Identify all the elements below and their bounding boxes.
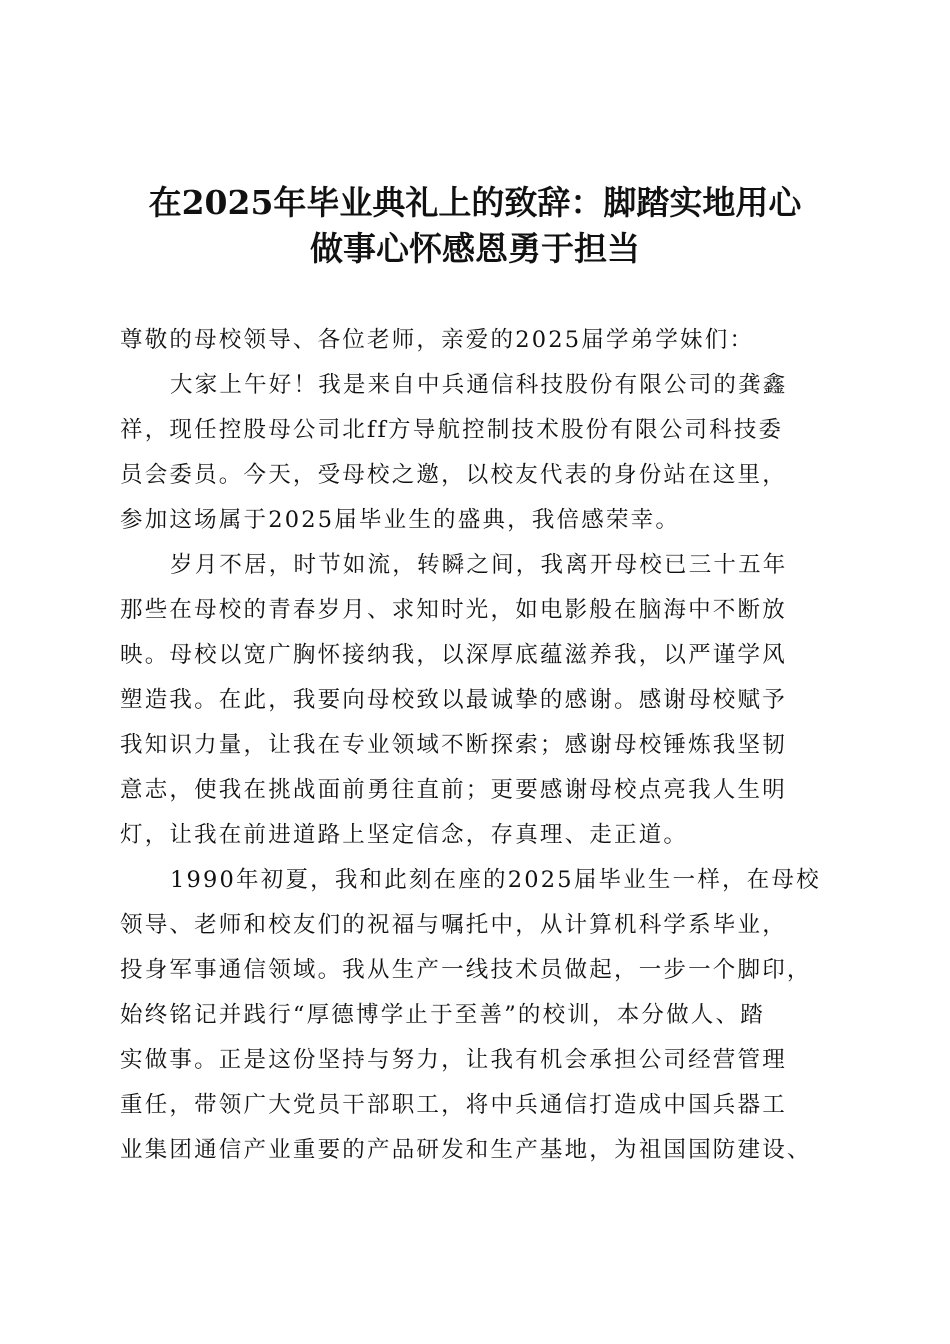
paragraph-line: 那些在母校的青春岁月、求知时光，如电影般在脑海中不断放 — [120, 597, 787, 623]
title-line-2: 做事心怀感恩勇于担当 — [310, 229, 640, 268]
paragraph-line: 实做事。正是这份坚持与努力，让我有机会承担公司经营管理 — [120, 1047, 787, 1073]
paragraph-line: 意志，使我在挑战面前勇往直前；更要感谢母校点亮我人生明 — [120, 777, 787, 803]
paragraph-line: 大家上午好！我是来自中兵通信科技股份有限公司的龚鑫 — [170, 372, 788, 398]
paragraph-line: 参加这场属于2025届毕业生的盛典，我倍感荣幸。 — [120, 507, 681, 533]
paragraph-line: 塑造我。在此，我要向母校致以最诚挚的感谢。感谢母校赋予 — [120, 687, 787, 713]
paragraph-line: 始终铭记并践行“厚德博学止于至善”的校训，本分做人、踏 — [120, 1002, 765, 1028]
document-title — [110, 180, 840, 272]
paragraph-gratitude — [120, 543, 830, 858]
paragraph-line: 重任，带领广大党员干部职工，将中兵通信打造成中国兵器工 — [120, 1092, 787, 1118]
paragraph-greeting — [120, 363, 830, 543]
paragraph-line: 业集团通信产业重要的产品研发和生产基地，为祖国国防建设、 — [120, 1137, 812, 1163]
paragraph-line: 祥，现任控股母公司北ff方导航控制技术股份有限公司科技委 — [120, 417, 784, 443]
salutation — [120, 318, 830, 363]
paragraph-line: 岁月不居，时节如流，转瞬之间，我离开母校已三十五年 — [170, 552, 788, 578]
salutation-line: 尊敬的母校领导、各位老师，亲爱的2025届学弟学妹们： — [120, 327, 755, 353]
paragraph-line: 1990年初夏，我和此刻在座的2025届毕业生一样，在母校 — [170, 867, 821, 893]
paragraph-career — [120, 858, 830, 1173]
paragraph-line: 灯，让我在前进道路上坚定信念，存真理、走正道。 — [120, 822, 689, 848]
paragraph-line: 员会委员。今天，受母校之邀，以校友代表的身份站在这里， — [120, 462, 787, 488]
paragraph-line: 投身军事通信领域。我从生产一线技术员做起，一步一个脚印， — [120, 957, 812, 983]
paragraph-line: 映。母校以宽广胸怀接纳我，以深厚底蕴滋养我，以严谨学风 — [120, 642, 787, 668]
paragraph-line: 我知识力量，让我在专业领域不断探索；感谢母校锤炼我坚韧 — [120, 732, 787, 758]
title-line-1: 在2025年毕业典礼上的致辞：脚踏实地用心 — [148, 183, 802, 222]
document-body — [120, 318, 830, 1173]
paragraph-line: 领导、老师和校友们的祝福与嘱托中，从计算机科学系毕业， — [120, 912, 787, 938]
